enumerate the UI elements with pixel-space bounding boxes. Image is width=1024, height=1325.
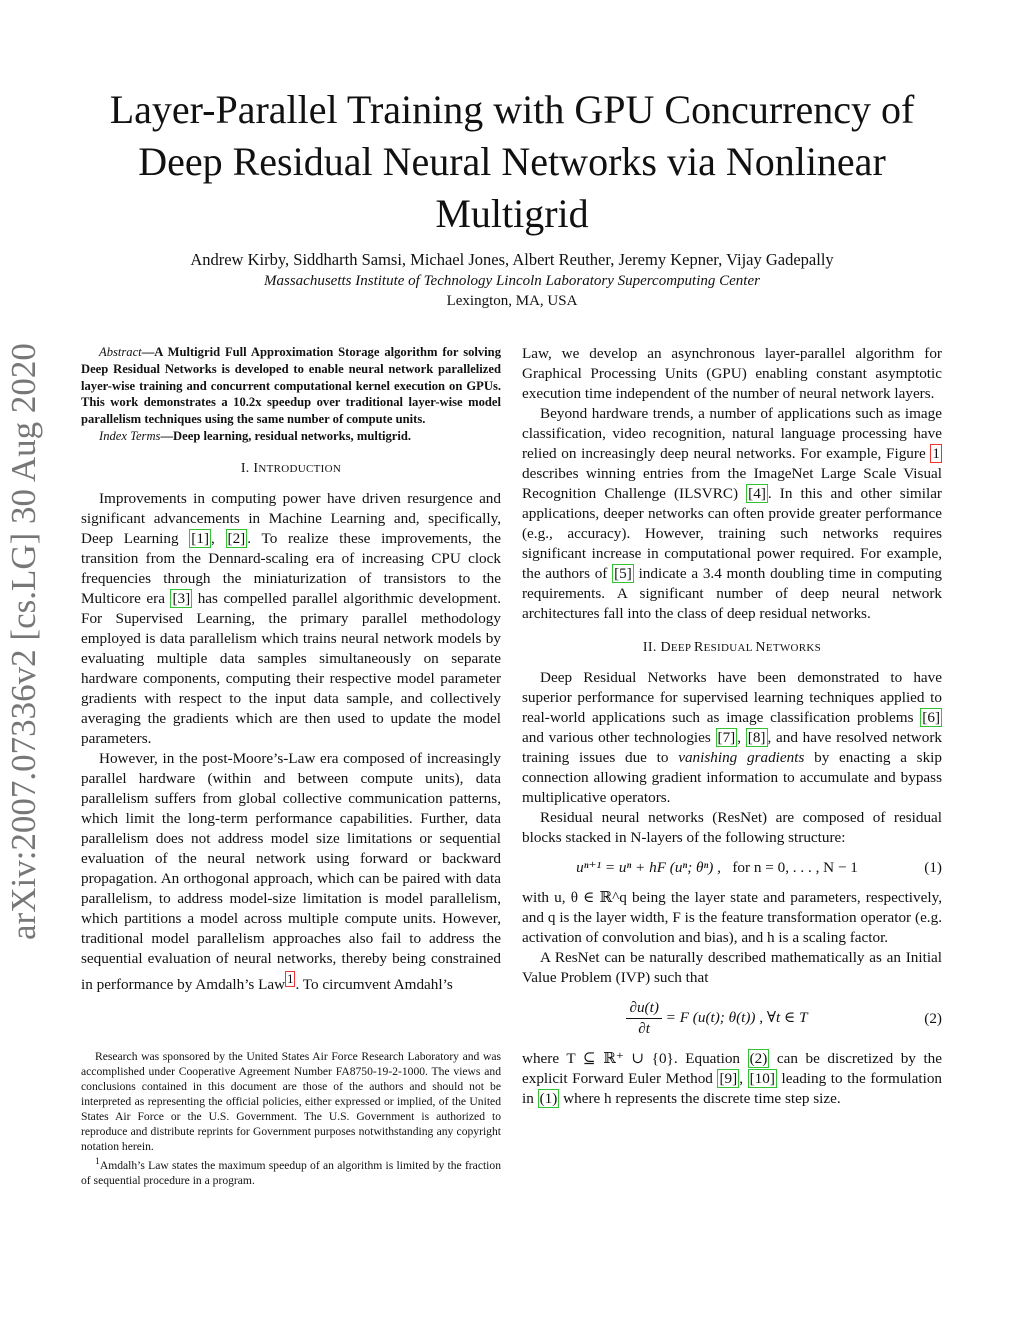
citation-link[interactable]: [5] — [614, 565, 632, 582]
paper-title — [60, 84, 964, 240]
citation-link[interactable]: [4] — [748, 485, 766, 502]
title-line-2: Deep Residual Neural Networks via Nonlinear — [138, 139, 886, 184]
index-terms-text: —Deep learning, residual networks, multigrid. — [160, 428, 412, 443]
right-paragraph-1: Beyond hardware trends, a number of applications such as image classification, video recognition, natural language processing have relied on increasingly deep neural networks. For example, Figure 1 describes winning entries from the ImageNet Large Scale Visual Recognition Challenge (ILSVRC) [4] . In this and other similar applications, deeper networks can often provide greater performance (e.g., accuracy). However, training such networks requires significant increase in computational power required. For example, the authors of [5] indicate a 3.4 month doubling time in computing requirements. A significant number of deep neural network architectures fall into the class of deep residual networks. — [522, 405, 943, 622]
right-paragraph-0: Law, we develop an asynchronous layer-parallel algorithm for Graphical Processing Units (GPU) enabling constant asymptotic execution time independent of the number of neural network layers. — [522, 345, 942, 402]
equation-link[interactable]: (2) — [749, 1050, 768, 1067]
citation-link[interactable]: [2] — [227, 529, 246, 547]
footnotes — [81, 1049, 501, 1188]
intro-paragraph-1: Improvements in computing power have driven resurgence and significant advancements in Machine Learning and, specifically, Deep Learning [1] , [2] . To realize these improvements, the transition from the Dennard-scaling era of increasing CPU clock frequencies through the miniaturization of transistors to the Multicore era [3] has compelled parallel algorithmic development. For Supervised Learning, the primary parallel methodology employed is data parallelism which trains neural network models by evaluating multiple data samples simultaneously on separate hardware components, computing their respective model parameter gradients with respect to the input data sample, and collectively averaging the gradients which are then used to update the model parameters. — [81, 489, 502, 747]
citation-link[interactable]: [3] — [172, 589, 191, 607]
right-paragraph-5: A ResNet can be naturally described mathematically as an Initial Value Problem (IVP) such that — [522, 949, 942, 986]
citation-link[interactable]: [8] — [747, 729, 766, 746]
right-paragraph-3: Residual neural networks (ResNet) are composed of residual blocks stacked in N-layers of the following structure: — [522, 809, 942, 846]
funding-note: Research was sponsored by the United States Air Force Research Laboratory and was accomplished under Cooperative Agreement Number FA8750-19-2-1000. The views and conclusions contained in this document are those of the authors and should not be interpreted as representing the official policies, either expressed or implied, of the United States Air Force or the U.S. Government. The U.S. Government is authorized to reproduce and distribute reprints for Government purposes notwithstanding any copyright notation herein. — [81, 1050, 501, 1153]
title-line-3: Multigrid — [435, 191, 589, 236]
left-column — [81, 344, 501, 995]
intro-paragraph-2: However, in the post-Moore’s-Law era composed of increasingly parallel hardware (within and between compute units), data parallelism suffers from global collective communication patterns, which limit the long-term performance capabilities. Further, data parallelism does not address model size limitations or sequential evaluation of the neural network using forward or backward propagation. An orthogonal approach, which can be paired with data parallelism, to address model-size limitation is model parallelism, which partitions a model across multiple compute units. However, traditional model parallelism approaches also fail to address the sequential evaluation of neural networks, thereby being constrained in performance by Amdalh’s Law $^1$ . To circumvent Amdahl’s — [81, 749, 501, 993]
location: Lexington, MA, USA — [446, 293, 578, 309]
footnote-1: $^1$Amdalh’s Law states the maximum speedup of an algorithm is limited by the fraction of sequential procedure in a program. — [81, 1156, 501, 1187]
right-paragraph-2: Deep Residual Networks have been demonstrated to have superior performance for supervised learning techniques applied to real-world applications such as image classification problems [6] and various other technologies [7] , [8] , and have resolved network training issues due to vanishing gradients by enacting a skip connection allowing gradient information to accumulate and bypass multiplicative operators. — [522, 669, 943, 806]
index-terms-label: Index Terms — [99, 428, 161, 443]
citation-link[interactable]: [7] — [717, 729, 736, 746]
equation-link[interactable]: (1) — [539, 1090, 558, 1107]
footnote-link[interactable]: 1 — [287, 971, 294, 986]
author-list: Andrew Kirby, Siddharth Samsi, Michael Jones, Albert Reuther, Jeremy Kepner, Vijay Gadepally — [190, 250, 834, 269]
abstract-label: Abstract — [99, 345, 142, 359]
equation-2-fraction: $\frac{\partial u(t)}{\partial t}$ — [626, 998, 661, 1039]
equation-1-condition: for n = 0, . . . , N − 1 — [732, 859, 858, 876]
index-terms — [81, 428, 501, 445]
equation-2-number: (2) — [924, 1009, 942, 1027]
right-column — [522, 344, 942, 1109]
equation-1 — [522, 858, 942, 878]
title-line-1: Layer-Parallel Training with GPU Concurrency of — [109, 87, 915, 132]
arxiv-stamp: arXiv:2007.07336v2 [cs.LG] 30 Aug 2020 — [4, 343, 43, 940]
right-paragraph-6: where T ⊆ ℝ⁺ ∪ {0}. Equation (2) can be discretized by the explicit Forward Euler Method [9] , [10] leading to the formulation in (1) where h represents the discrete time step size. — [522, 1050, 943, 1107]
citation-link[interactable]: [6] — [922, 709, 941, 726]
equation-1-body: uⁿ⁺¹ = uⁿ + hF (uⁿ; θⁿ) , — [576, 859, 721, 876]
equation-1-number: (1) — [924, 859, 942, 876]
section-heading-deep-residual-networks: II. DEEP RESIDUAL NETWORKS — [642, 640, 822, 655]
citation-link[interactable]: [9] — [719, 1070, 738, 1087]
section-heading-introduction: I. INTRODUCTION — [240, 460, 342, 476]
affiliation: Massachusetts Institute of Technology Lincoln Laboratory Supercomputing Center — [264, 273, 760, 289]
equation-2 — [522, 998, 942, 1039]
equation-2-body: = F (u(t); θ(t)) , ∀t ∈ T — [665, 1008, 808, 1026]
right-paragraph-4: with u, θ ∈ ℝ^q being the layer state and parameters, respectively, and q is the layer width, F is the feature transformation operator (e.g. activation of convolution and bias), and h is a scaling factor. — [522, 889, 942, 946]
citation-link[interactable]: [10] — [749, 1070, 775, 1087]
citation-link[interactable]: [1] — [191, 529, 210, 547]
abstract-text: —A Multigrid Full Approximation Storage algorithm for solving Deep Residual Networks is developed to enable neural network parallelized layer-wise training and concurrent computational kernel execution on GPUs. This work demonstrates a 10.2x speedup over traditional layer-wise model parallelism techniques using the same number of compute units. — [81, 345, 501, 427]
figure-link[interactable]: 1 — [932, 445, 940, 462]
abstract — [81, 344, 501, 428]
